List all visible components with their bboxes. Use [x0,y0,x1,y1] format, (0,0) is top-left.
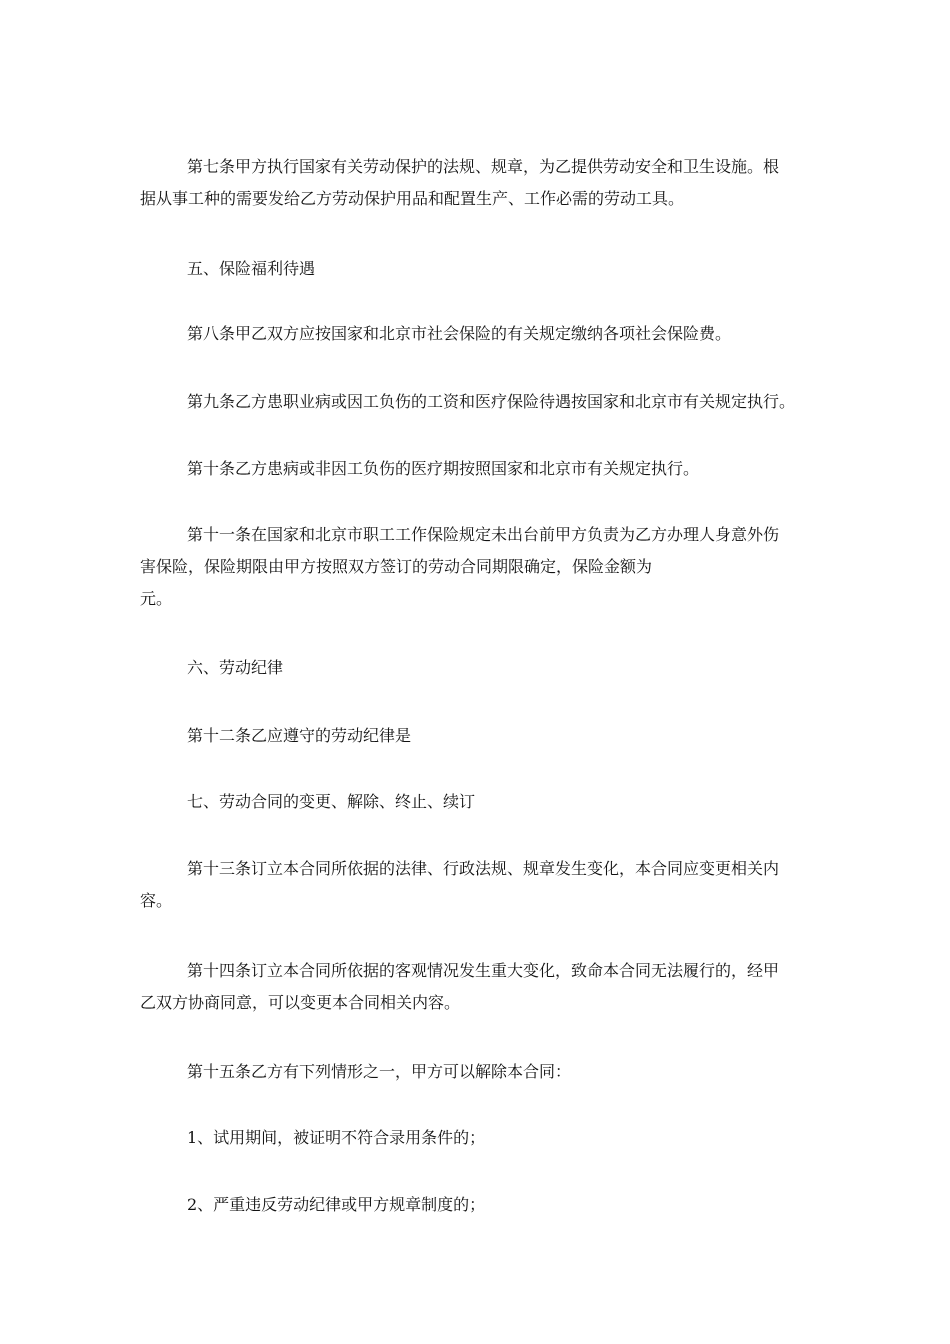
article-9: 第九条乙方患职业病或因工负伤的工资和医疗保险待遇按国家和北京市有关规定执行。 [187,392,796,411]
article-11 [140,519,820,615]
section-5-heading: 五、保险福利待遇 [187,259,316,278]
list-item-1: 1、试用期间，被证明不符合录用条件的； [187,1128,486,1147]
list-item-2: 2、严重违反劳动纪律或甲方规章制度的； [187,1195,486,1214]
article-7 [140,151,820,215]
article-10: 第十条乙方患病或非因工负伤的医疗期按照国家和北京市有关规定执行。 [187,459,700,478]
section-7-heading: 七、劳动合同的变更、解除、终止、续订 [187,792,476,811]
article-12: 第十二条乙应遵守的劳动纪律是 [187,726,412,745]
section-6-heading: 六、劳动纪律 [187,658,284,677]
article-13-line-1: 第十三条订立本合同所依据的法律、行政法规、规章发生变化，本合同应变更相关内 [187,859,780,878]
article-14-line-1: 第十四条订立本合同所依据的客观情况发生重大变化，致命本合同无法履行的，经甲 [187,961,780,980]
article-8: 第八条甲乙双方应按国家和北京市社会保险的有关规定缴纳各项社会保险费。 [187,324,732,343]
article-11-line-3: 元。 [140,589,173,608]
article-7-line-1: 第七条甲方执行国家有关劳动保护的法规、规章，为乙提供劳动安全和卫生设施。根 [187,157,780,176]
article-7-line-2: 据从事工种的需要发给乙方劳动保护用品和配置生产、工作必需的劳动工具。 [140,189,685,208]
article-14-line-2: 乙双方协商同意，可以变更本合同相关内容。 [140,993,461,1012]
article-11-line-2: 害保险，保险期限由甲方按照双方签订的劳动合同期限确定，保险金额为 [140,557,653,576]
article-15: 第十五条乙方有下列情形之一，甲方可以解除本合同： [187,1062,572,1081]
article-11-line-1: 第十一条在国家和北京市职工工作保险规定未出台前甲方负责为乙方办理人身意外伤 [187,525,780,544]
article-13 [140,853,820,917]
article-13-line-2: 容。 [140,891,173,910]
article-14 [140,955,820,1019]
